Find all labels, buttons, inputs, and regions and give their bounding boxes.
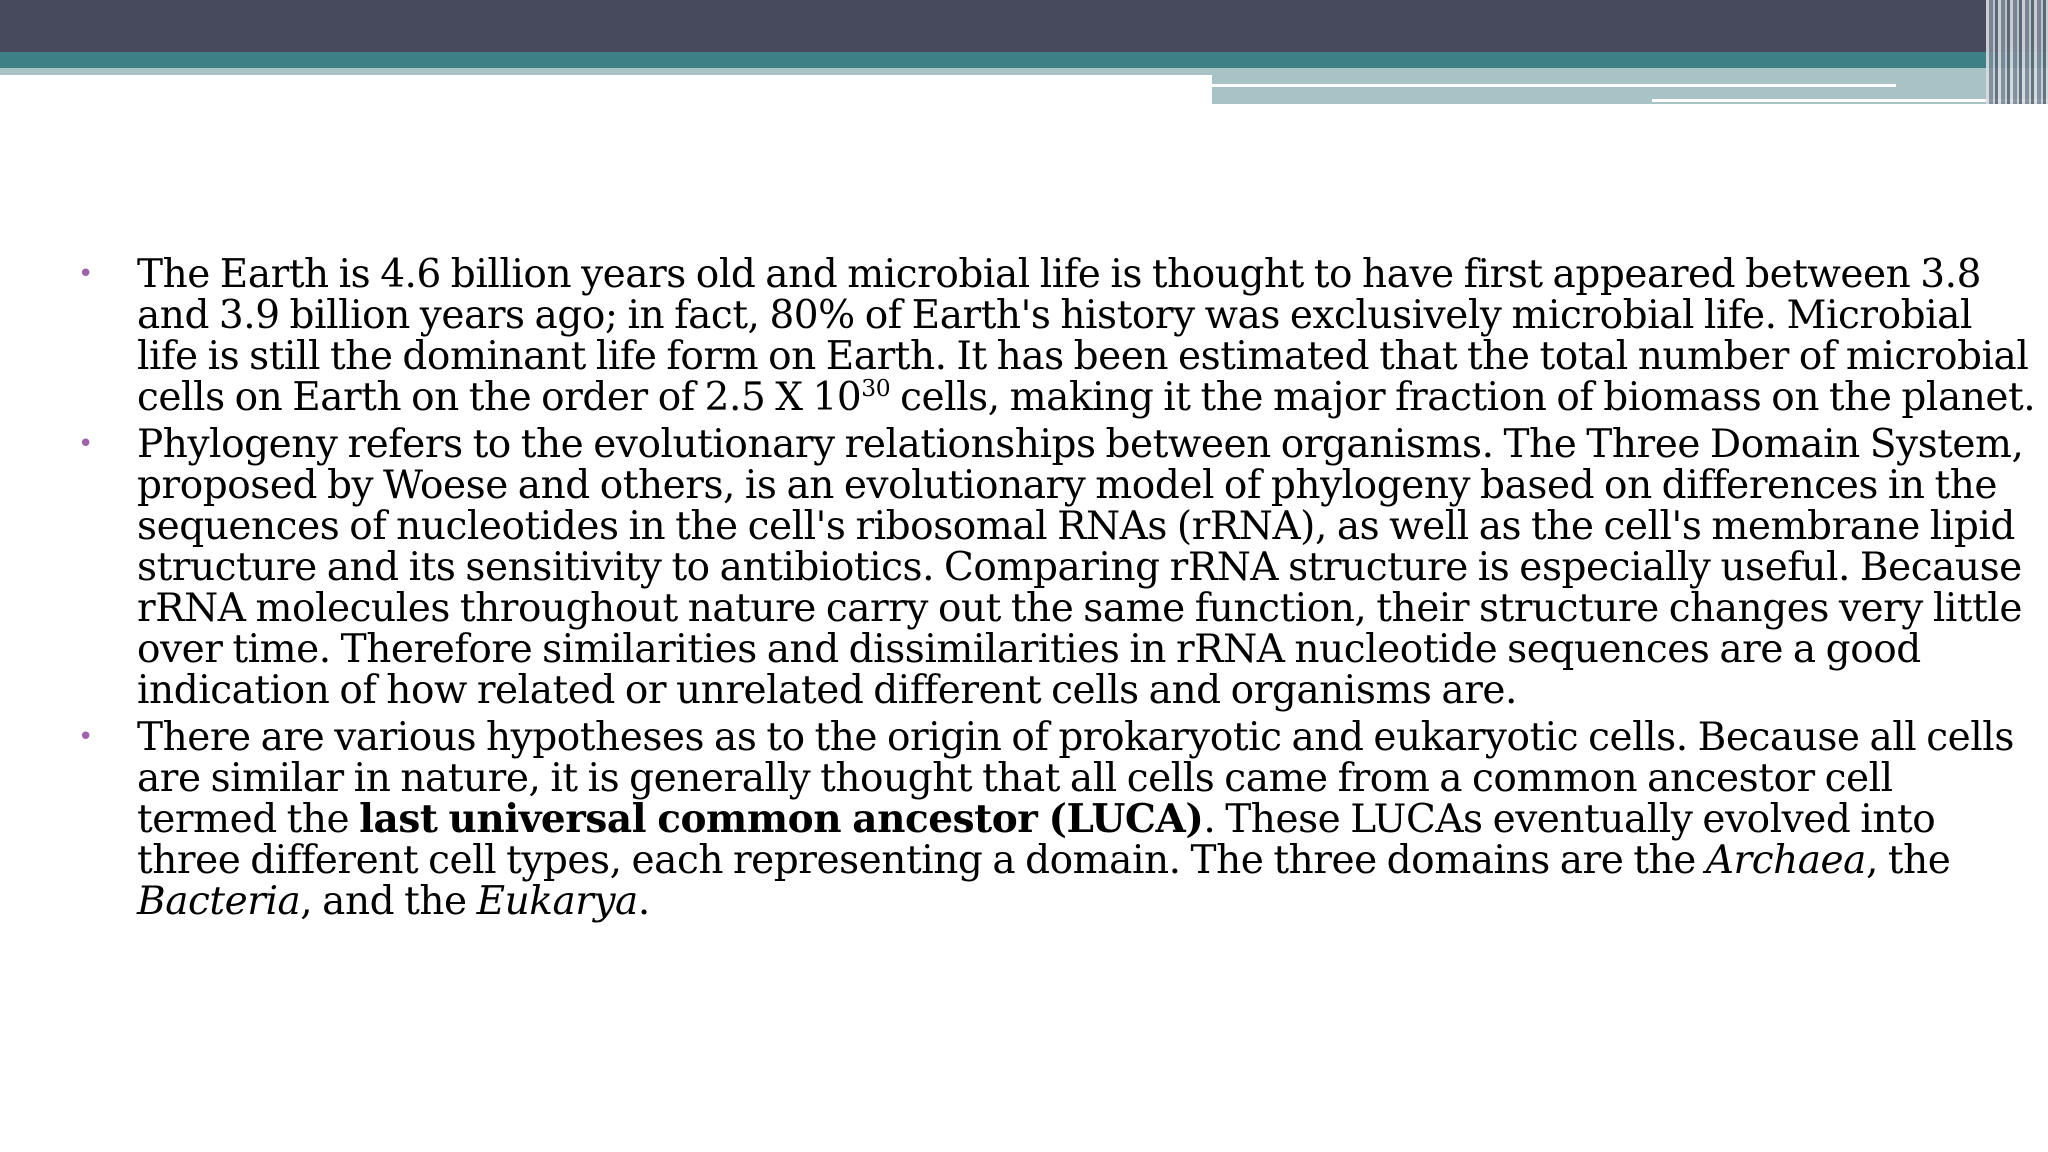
bullet-item-earth-age <box>78 254 2038 418</box>
bullet-text-part: There are various hypotheses as to the origin of prokaryotic and eukaryotic cells. Because all cells are similar in nature, it is generally thought that all cells came from a common ancestor cell termed the <box>137 715 2014 842</box>
bullet-icon: • <box>78 429 93 459</box>
bullet-text-part: , and the <box>300 879 477 924</box>
header-banner-teal <box>0 52 2048 68</box>
bullet-text-part: . <box>637 879 650 924</box>
luca-term: last universal common ancestor (LUCA) <box>359 796 1204 842</box>
domain-eukarya: Eukarya <box>476 879 638 924</box>
domain-bacteria: Bacteria <box>137 879 301 924</box>
header-banner-accent-line <box>1212 84 1896 87</box>
bullet-item-luca <box>78 717 2038 922</box>
header-banner-light-left <box>0 68 1212 75</box>
bullet-text-part: The Earth is 4.6 billion years old and microbial life is thought to have first appeared between 3.8 and 3.9 billion years ago; in fact, 80% of Earth's history was exclusively microbial life. Microbial life is still the dominant life form on Earth. It has been estimated that the total number of microbial cells on Earth on the order of 2.5 X 10 <box>137 252 2029 420</box>
bullet-text-part: cells, making it the major fraction of biomass on the planet. <box>890 375 2036 420</box>
bullet-text <box>137 717 2038 922</box>
bullet-text-part: , the <box>1865 838 1951 883</box>
header-banner-dark <box>0 0 2048 52</box>
header-banner-stripes <box>1986 0 2048 104</box>
bullet-icon: • <box>78 259 93 289</box>
exponent: 30 <box>861 373 891 402</box>
slide-body <box>78 254 2038 928</box>
domain-archaea: Archaea <box>1705 838 1866 883</box>
bullet-text-part: . These LUCAs eventually evolved into three different cell types, each representing a domain. The three domains are the <box>137 797 1936 883</box>
bullet-icon: • <box>78 722 93 752</box>
bullet-text <box>137 254 2038 418</box>
bullet-item-phylogeny <box>78 424 2038 711</box>
bullet-text: Phylogeny refers to the evolutionary relationships between organisms. The Three Domain System, proposed by Woese and others, is an evolutionary model of phylogeny based on differences in the sequences of nucleotides in the cell's ribosomal RNAs (rRNA), as well as the cell's membrane lipid structure and its sensitivity to antibiotics. Comparing rRNA structure is especially useful. Because rRNA molecules throughout nature carry out the same function, their structure changes very little over time. Therefore similarities and dissimilarities in rRNA nucleotide sequences are a good indication of how related or unrelated different cells and organisms are. <box>137 422 2024 713</box>
